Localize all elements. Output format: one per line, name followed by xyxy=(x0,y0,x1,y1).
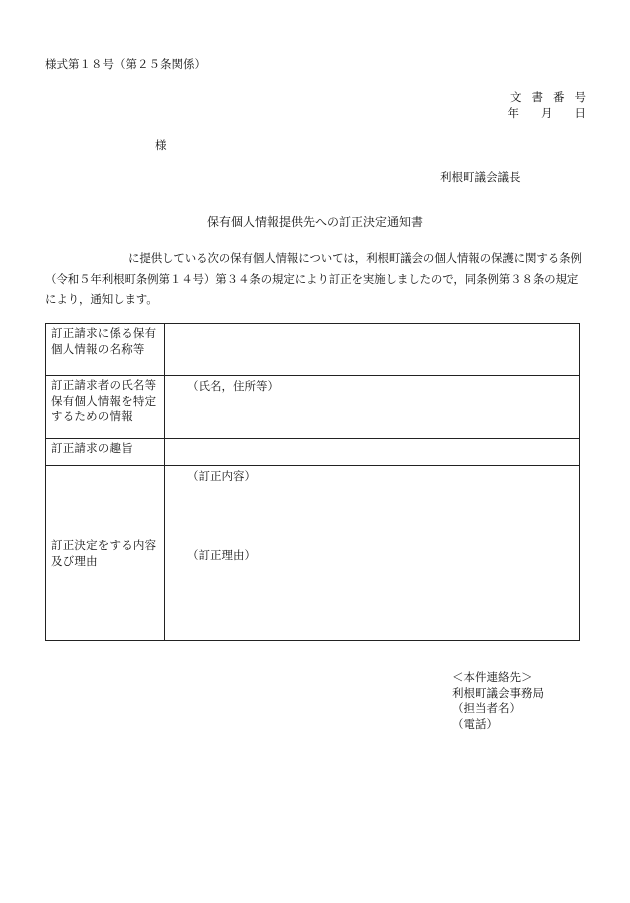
notice-body-text: に提供している次の保有個人情報については，利根町議会の個人情報の保護に関する条例（令和５年利根町条例第１４号）第３４条の規定により訂正を実施しましたので，同条例第３８条の規定により，通知します。 xyxy=(45,251,582,306)
correction-content-label: （訂正内容） xyxy=(187,469,256,483)
contact-heading: ＜本件連絡先＞ xyxy=(452,670,533,684)
table-row xyxy=(46,376,580,439)
date-year: 年 xyxy=(507,106,519,120)
row-value-decision xyxy=(165,466,580,641)
contact-office: 利根町議会事務局 xyxy=(452,685,544,700)
contact-phone: （電話） xyxy=(452,716,498,731)
table-row xyxy=(46,466,580,641)
row-label-info-name: 訂正請求に係る保有個人情報の名称等 xyxy=(46,324,165,376)
contact-person: （担当者名） xyxy=(452,701,521,715)
row-label-requester: 訂正請求者の氏名等保有個人情報を特定するための情報 xyxy=(46,376,165,439)
row-label-decision: 訂正決定をする内容及び理由 xyxy=(46,466,165,641)
date-day: 日 xyxy=(574,106,586,120)
row-value-requester: （氏名，住所等） xyxy=(165,376,580,439)
row-value-purpose xyxy=(165,439,580,466)
table-row xyxy=(46,439,580,466)
document-title: 保有個人情報提供先への訂正決定通知書 xyxy=(206,215,423,229)
sender-name: 利根町議会議長 xyxy=(440,170,521,184)
date-month: 月 xyxy=(541,106,553,120)
document-number-label: 文書番号 xyxy=(510,90,596,104)
correction-reason-label: （訂正理由） xyxy=(187,548,256,562)
form-number: 様式第１８号（第２５条関係） xyxy=(45,57,206,71)
row-label-purpose: 訂正請求の趣旨 xyxy=(46,439,165,466)
contact-block xyxy=(452,670,544,732)
row-value-info-name xyxy=(165,324,580,376)
table-row xyxy=(46,324,580,376)
date-line xyxy=(486,108,587,120)
recipient-honorific: 様 xyxy=(155,138,167,152)
correction-info-table xyxy=(45,323,580,641)
